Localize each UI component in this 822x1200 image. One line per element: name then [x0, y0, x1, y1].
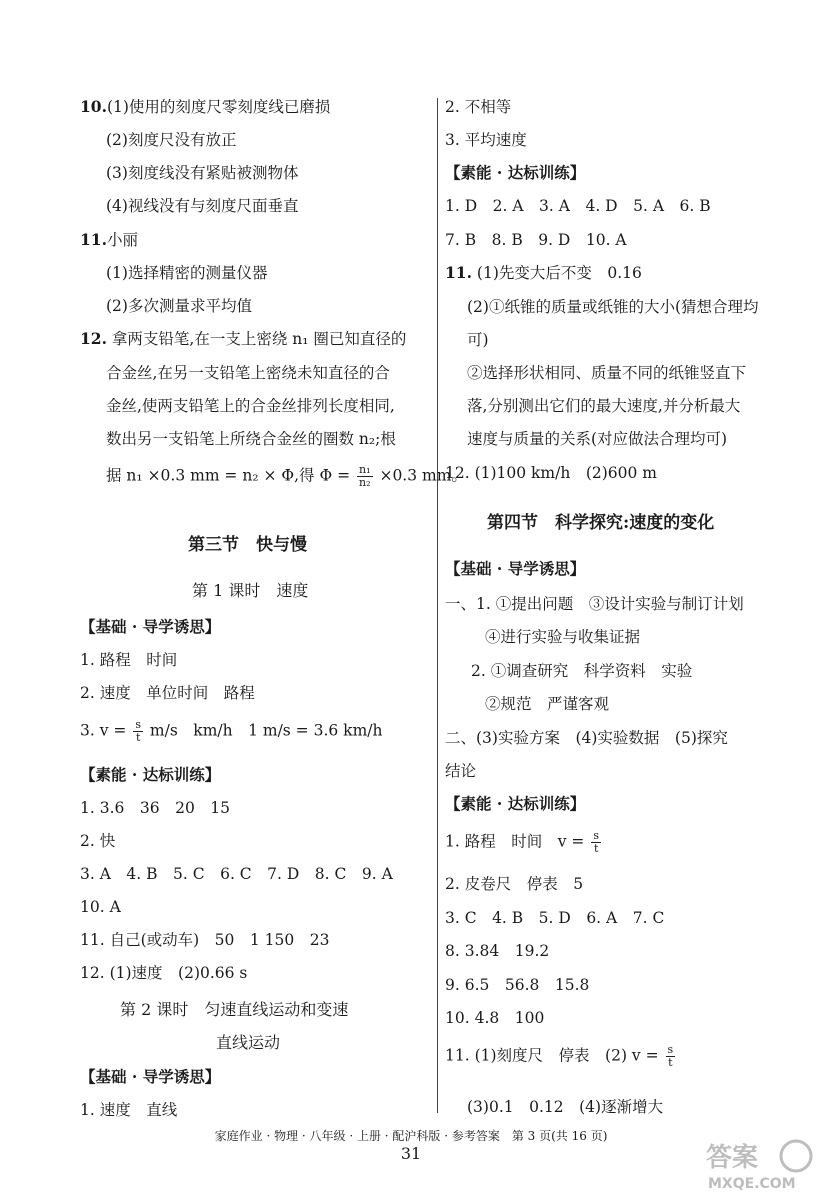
svg-text:答案: 答案	[706, 1143, 759, 1173]
q11-number: 11.	[80, 230, 107, 249]
q10-a: (1)使用的刻度尺零刻度线已磨损	[106, 98, 331, 116]
section-3-title: 第三节 快与慢	[188, 535, 307, 555]
basic-heading: 【基础 · 导学诱思】	[80, 617, 221, 636]
svg-text:MXQE.COM: MXQE.COM	[708, 1176, 796, 1192]
q12-fraction-num: n₁	[359, 463, 371, 476]
training-2: 2. 快	[80, 832, 116, 850]
basic-3-a: 3. v =	[80, 721, 127, 740]
section-4-e7-den: t	[668, 1056, 673, 1069]
q10-b: (2)刻度尺没有放正	[106, 131, 237, 149]
right-3: 3. 平均速度	[445, 131, 527, 149]
q12-fraction-den: n₂	[359, 476, 371, 489]
q12-line5-a: 据 n₁ ×0.3 mm = n₂ × Φ,得 Φ =	[106, 466, 351, 485]
section-4-e1-fraction	[591, 830, 601, 855]
lesson-1-title: 第 1 课时 速度	[192, 581, 309, 600]
section-4-e5: 9. 6.5 56.8 15.8	[445, 976, 590, 994]
q12-line5-b: ×0.3 mm。	[379, 466, 467, 485]
right-q12: 12. (1)100 km/h (2)600 m	[445, 464, 658, 482]
section-4-e2: 2. 皮卷尺 停表 5	[445, 875, 584, 893]
right-q11-number: 11.	[445, 263, 472, 282]
section-4-d6: 结论	[445, 762, 477, 780]
lesson-2-title-line1: 第 2 课时 匀速直线运动和变速	[120, 1000, 349, 1019]
q12-line3: 金丝,使两支铅笔上的合金丝排列长度相同,	[106, 397, 395, 415]
training-11: 11. 自己(或动车) 50 1 150 23	[80, 931, 330, 949]
training-3: 3. A 4. B 5. C 6. C 7. D 8. C 9. A	[80, 865, 393, 883]
right-q11-d: ②选择形状相同、质量不同的纸锥竖直下	[467, 364, 747, 382]
section-4-e1-num: s	[593, 829, 599, 842]
section-4-e4: 8. 3.84 19.2	[445, 942, 550, 960]
q12-number: 12.	[80, 329, 107, 348]
q12-line1: 拿两支铅笔,在一支上密绕 n₁ 圈已知直径的	[111, 330, 407, 348]
q10-d: (4)视线没有与刻度尺面垂直	[106, 197, 299, 215]
section-4-e7-fraction	[666, 1044, 676, 1069]
right-answers-1: 1. D 2. A 3. A 4. D 5. A 6. B	[445, 197, 711, 215]
q12-line4: 数出另一支铅笔上所绕合金丝的圈数 n₂;根	[106, 430, 396, 448]
training-heading: 【素能 · 达标训练】	[80, 765, 221, 784]
section-4-e7-num: s	[667, 1043, 674, 1056]
section-4-d3: 2. ①调查研究 科学资料 实验	[471, 662, 693, 680]
section-4-d4: ②规范 严谨客观	[485, 695, 610, 713]
lesson-2-basic-1: 1. 速度 直线	[80, 1101, 178, 1119]
watermark-logo	[704, 1134, 814, 1194]
right-q11-a: (1)先变大后不变 0.16	[476, 264, 642, 282]
basic-2: 2. 速度 单位时间 路程	[80, 684, 255, 702]
section-4-e1-den: t	[593, 842, 599, 855]
basic-heading-2: 【基础 · 导学诱思】	[80, 1067, 221, 1086]
section-4-e8: (3)0.1 0.12 (4)逐渐增大	[467, 1098, 664, 1116]
training-10: 10. A	[80, 898, 121, 916]
column-divider	[437, 98, 438, 1113]
basic-3-fraction	[133, 719, 143, 744]
right-basic-heading: 【基础 · 导学诱思】	[445, 559, 586, 578]
basic-3-den: t	[135, 731, 141, 744]
training-1: 1. 3.6 36 20 15	[80, 799, 231, 817]
lesson-2-title-line2: 直线运动	[216, 1033, 281, 1052]
q12-fraction	[357, 464, 373, 489]
section-4-title: 第四节 科学探究:速度的变化	[487, 513, 715, 533]
basic-1: 1. 路程 时间	[80, 651, 178, 669]
right-q11-e: 落,分别测出它们的最大速度,并分析最大	[467, 397, 741, 415]
q10-c: (3)刻度线没有紧贴被测物体	[106, 164, 299, 182]
training-12: 12. (1)速度 (2)0.66 s	[80, 964, 248, 982]
section-4-e6: 10. 4.8 100	[445, 1009, 545, 1027]
section-4-d2: ④进行实验与收集证据	[485, 628, 641, 646]
right-q11-f: 速度与质量的关系(对应做法合理均可)	[467, 430, 728, 448]
section-4-e7-a: 11. (1)刻度尺 停表 (2) v =	[445, 1046, 659, 1065]
right-q11-c: 可)	[467, 331, 489, 349]
basic-3-num: s	[135, 718, 141, 731]
q10-number: 10.	[80, 97, 107, 116]
section-4-d5: 二、(3)实验方案 (4)实验数据 (5)探究	[445, 729, 728, 747]
q12-line2: 合金丝,在另一支铅笔上密绕未知直径的合	[106, 364, 390, 382]
section-4-e3: 3. C 4. B 5. D 6. A 7. C	[445, 909, 665, 927]
right-training-heading: 【素能 · 达标训练】	[445, 163, 586, 182]
right-q11-b: (2)①纸锥的质量或纸锥的大小(猜想合理均	[467, 298, 759, 316]
section-4-d1: 一、1. ①提出问题 ③设计实验与制订计划	[445, 595, 744, 613]
right-answers-2: 7. B 8. B 9. D 10. A	[445, 231, 627, 249]
page-footer: 家庭作业 · 物理 · 八年级 · 上册 · 配沪科版 · 参考答案 第 3 页(共 16 页)	[214, 1129, 608, 1143]
section-4-e1-a: 1. 路程 时间 v =	[445, 832, 585, 851]
page-number: 31	[400, 1144, 422, 1163]
right-training-heading-2: 【素能 · 达标训练】	[445, 794, 586, 813]
q11-b: (2)多次测量求平均值	[106, 297, 252, 315]
basic-3-b: m/s km/h 1 m/s = 3.6 km/h	[149, 721, 383, 740]
q11-a: (1)选择精密的测量仪器	[106, 264, 268, 282]
q11-title: 小丽	[106, 231, 138, 249]
right-2: 2. 不相等	[445, 98, 512, 116]
